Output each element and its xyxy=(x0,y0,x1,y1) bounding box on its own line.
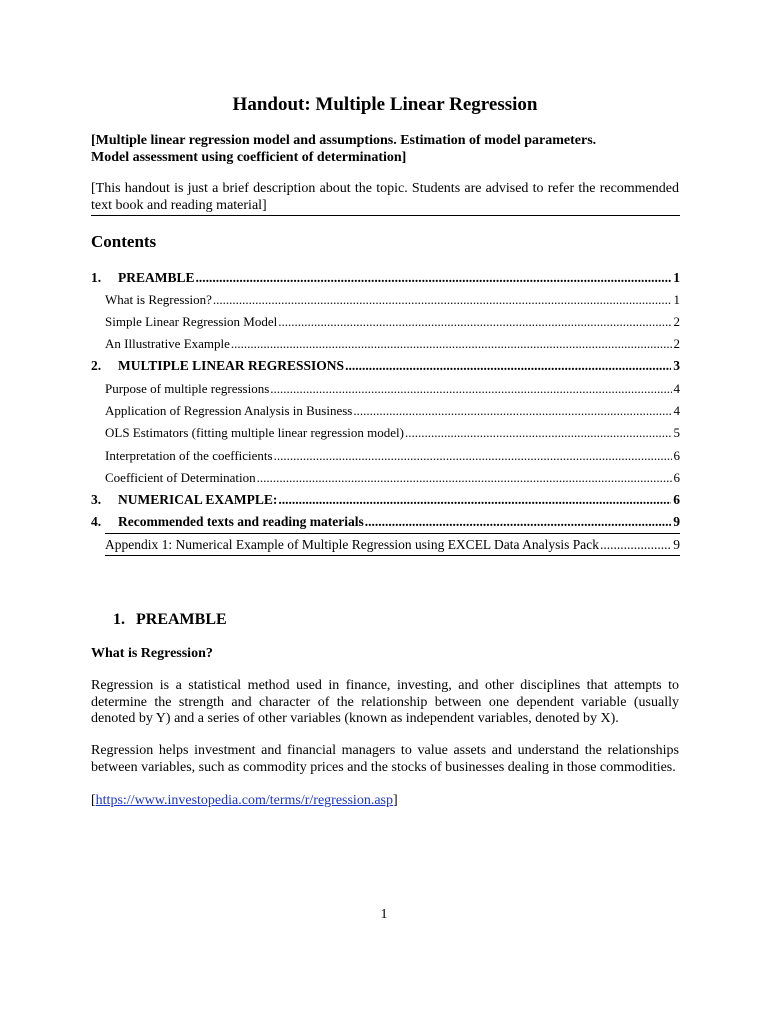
toc-entry-appendix[interactable] xyxy=(105,536,680,554)
toc-label: Recommended texts and reading materials xyxy=(118,514,364,529)
toc-divider-bottom xyxy=(105,555,680,556)
toc-page-number: 3 xyxy=(673,358,680,373)
toc-number: 3. xyxy=(91,492,102,507)
reference-bracket-open: [ xyxy=(91,793,96,808)
reference-bracket-close: ] xyxy=(393,793,398,808)
toc-label: Simple Linear Regression Model xyxy=(105,314,278,329)
toc-number: 4. xyxy=(91,514,102,529)
toc-entry-simple-linear-regression[interactable] xyxy=(105,313,680,331)
reference-link[interactable]: https://www.investopedia.com/terms/r/regression.asp xyxy=(95,793,393,808)
toc-number: 1. xyxy=(91,270,102,285)
subtitle-line: Model assessment using coefficient of determination] xyxy=(91,150,407,165)
toc-page-number: 2 xyxy=(673,314,680,329)
handout-note: [This handout is just a brief description about the topic. Students are advised to refer the recommended text book and reading material] xyxy=(91,181,679,213)
toc-label: Coefficient of Determination xyxy=(105,470,256,485)
toc-leader xyxy=(278,313,671,331)
section-heading-preamble xyxy=(113,609,227,631)
toc-page-number: 9 xyxy=(673,537,680,552)
toc-entry-multiple-linear-regressions[interactable] xyxy=(91,357,680,375)
toc-page-number: 6 xyxy=(673,470,680,485)
toc-number: 2. xyxy=(91,358,102,373)
toc-page-number: 5 xyxy=(673,425,680,440)
toc-page-number: 9 xyxy=(673,514,680,529)
page-number: 1 xyxy=(380,907,388,922)
contents-heading: Contents xyxy=(91,232,157,251)
toc-entry-what-is-regression[interactable] xyxy=(105,291,680,309)
toc-label: MULTIPLE LINEAR REGRESSIONS xyxy=(118,358,345,373)
toc-leader xyxy=(405,424,672,442)
toc-leader xyxy=(213,291,672,309)
toc-leader xyxy=(345,357,671,375)
toc-label: What is Regression? xyxy=(105,292,212,307)
toc-entry-preamble[interactable] xyxy=(91,269,680,287)
toc-page-number: 1 xyxy=(673,292,680,307)
toc-page-number: 4 xyxy=(673,381,680,396)
toc-label: Appendix 1: Numerical Example of Multiple Regression using EXCEL Data Analysis Pack xyxy=(105,537,600,552)
toc-entry-illustrative-example[interactable] xyxy=(105,335,680,353)
toc-label: Application of Regression Analysis in Business xyxy=(105,403,353,418)
toc-page-number: 2 xyxy=(673,336,680,351)
toc-leader xyxy=(278,491,671,509)
section-title: PREAMBLE xyxy=(136,611,227,628)
toc-leader xyxy=(353,402,671,420)
toc-label: Purpose of multiple regressions xyxy=(105,381,270,396)
toc-label: NUMERICAL EXAMPLE: xyxy=(118,492,278,507)
toc-entry-ols-estimators[interactable] xyxy=(105,424,680,442)
toc-leader xyxy=(231,335,672,353)
toc-page-number: 6 xyxy=(673,492,680,507)
toc-entry-application[interactable] xyxy=(105,402,680,420)
paragraph-regression-use: Regression helps investment and financial managers to value assets and understand the relationships between variables, such as commodity prices and the stocks of businesses dealing in those commodities. xyxy=(91,743,679,775)
note-divider xyxy=(91,215,680,216)
toc-leader xyxy=(600,536,671,554)
toc-entry-recommended-texts[interactable] xyxy=(91,513,680,531)
toc-page-number: 4 xyxy=(673,403,680,418)
toc-leader xyxy=(196,269,672,287)
reference-line xyxy=(91,792,398,809)
toc-entry-coefficient-of-determination[interactable] xyxy=(105,469,680,487)
toc-entry-numerical-example[interactable] xyxy=(91,491,680,509)
toc-label: OLS Estimators (fitting multiple linear regression model) xyxy=(105,425,404,440)
toc-leader xyxy=(257,469,672,487)
toc-divider-top xyxy=(105,533,680,534)
toc-label: PREAMBLE xyxy=(118,270,195,285)
section-number: 1. xyxy=(113,611,125,628)
toc-leader xyxy=(365,513,672,531)
toc-leader xyxy=(274,447,672,465)
toc-leader xyxy=(270,380,671,398)
subsection-heading-what-is-regression: What is Regression? xyxy=(91,646,213,661)
paragraph-regression-definition: Regression is a statistical method used in finance, investing, and other disciplines that attempts to determine the strength and character of the relationship between one dependent variable (usually denoted by Y) and a series of other variables (known as independent variables, denoted by X). xyxy=(91,678,679,726)
toc-page-number: 1 xyxy=(673,270,680,285)
document-title: Handout: Multiple Linear Regression xyxy=(232,94,538,115)
toc-entry-interpretation[interactable] xyxy=(105,447,680,465)
toc-label: Interpretation of the coefficients xyxy=(105,448,273,463)
subtitle-line: [Multiple linear regression model and assumptions. Estimation of model parameters. xyxy=(91,133,597,148)
toc-page-number: 6 xyxy=(673,448,680,463)
document-subtitle xyxy=(91,132,679,166)
toc-entry-purpose[interactable] xyxy=(105,380,680,398)
toc-label: An Illustrative Example xyxy=(105,336,230,351)
